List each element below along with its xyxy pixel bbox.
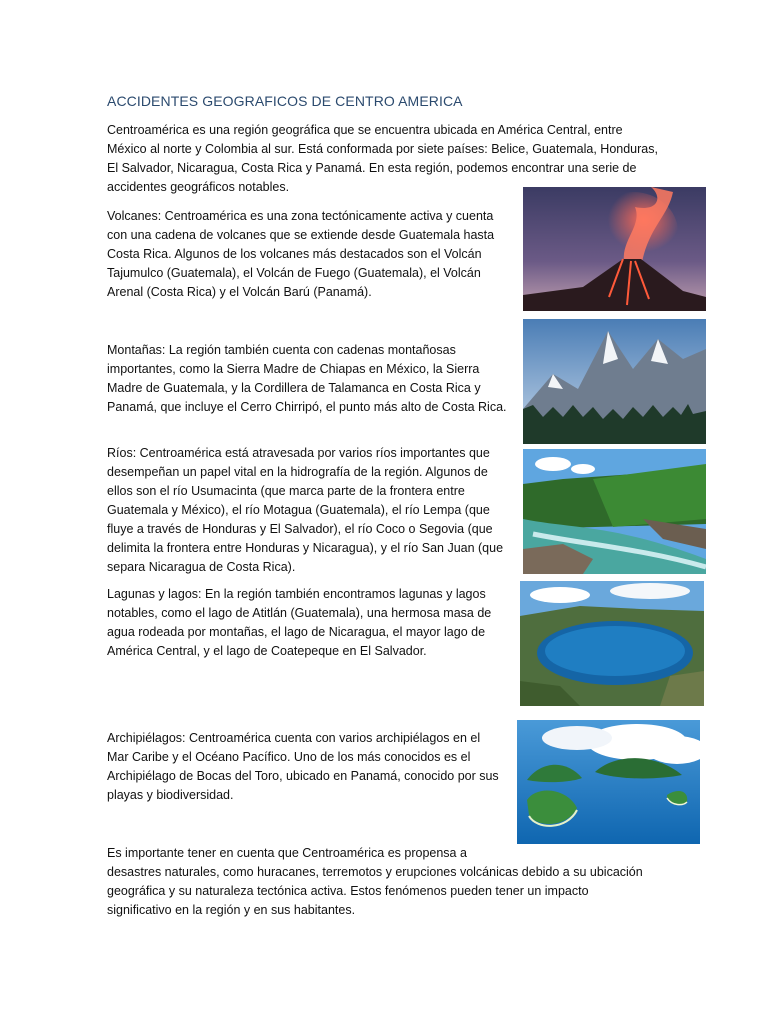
archipielagos-line: playas y biodiversidad. bbox=[107, 788, 234, 802]
rios-line: delimita la frontera entre Honduras y Nicaragua), y el río San Juan (que bbox=[107, 541, 504, 555]
lagos-line: notables, como el lago de Atitlán (Guatemala), una hermosa masa de bbox=[107, 606, 492, 620]
intro-line: Centroamérica es una región geográfica que se encuentra ubicada en América Central, entre bbox=[107, 123, 623, 137]
volcanes-line: Costa Rica. Algunos de los volcanes más destacados son el Volcán bbox=[107, 247, 482, 261]
volcanes-line: Arenal (Costa Rica) y el Volcán Barú (Panamá). bbox=[107, 285, 372, 299]
rios-line: Guatemala y México), el río Motagua (Guatemala), el río Lempa (que bbox=[107, 503, 490, 517]
islands-photo bbox=[517, 720, 700, 844]
page-title: ACCIDENTES GEOGRAFICOS DE CENTRO AMERICA bbox=[107, 93, 463, 109]
conclusion-line: desastres naturales, como huracanes, terremotos y erupciones volcánicas debido a su ubicación bbox=[107, 865, 643, 879]
volcanes-paragraph bbox=[107, 207, 494, 302]
conclusion-paragraph bbox=[107, 844, 643, 920]
lagos-line: agua rodeada por montañas, el lago de Nicaragua, el mayor lago de bbox=[107, 625, 486, 639]
montanas-line: Montañas: La región también cuenta con cadenas montañosas bbox=[107, 343, 456, 357]
archipielagos-line: Mar Caribe y el Océano Pacífico. Uno de los más conocidos es el bbox=[107, 750, 471, 764]
intro-line: El Salvador, Nicaragua, Costa Rica y Panamá. En esta región, podemos encontrar una serie de bbox=[107, 161, 637, 175]
montanas-line: Panamá, que incluye el Cerro Chirripó, el punto más alto de Costa Rica. bbox=[107, 400, 507, 414]
rios-paragraph bbox=[107, 444, 503, 577]
archipielagos-line: Archipiélagos: Centroamérica cuenta con varios archipiélagos en el bbox=[107, 731, 481, 745]
lagos-paragraph bbox=[107, 585, 491, 661]
conclusion-line: significativo en la región y en sus habitantes. bbox=[107, 903, 356, 917]
river-photo bbox=[523, 449, 706, 574]
volcano-photo bbox=[523, 187, 706, 311]
rios-line: ellos son el río Usumacinta (que marca parte de la frontera entre bbox=[107, 484, 465, 498]
montanas-line: importantes, como la Sierra Madre de Chiapas en México, la Sierra bbox=[107, 362, 480, 376]
montanas-paragraph bbox=[107, 341, 507, 417]
montanas-line: Madre de Guatemala, y la Cordillera de Talamanca en Costa Rica y bbox=[107, 381, 481, 395]
lake-photo bbox=[520, 581, 704, 706]
conclusion-line: geográfica y su naturaleza tectónica activa. Estos fenómenos pueden tener un impacto bbox=[107, 884, 589, 898]
archipielagos-line: Archipiélago de Bocas del Toro, ubicado en Panamá, conocido por sus bbox=[107, 769, 499, 783]
volcanes-line: Volcanes: Centroamérica es una zona tectónicamente activa y cuenta bbox=[107, 209, 494, 223]
intro-line: accidentes geográficos notables. bbox=[107, 180, 290, 194]
rios-line: separa Nicaragua de Costa Rica). bbox=[107, 560, 296, 574]
volcanes-line: Tajumulco (Guatemala), el Volcán de Fuego (Guatemala), el Volcán bbox=[107, 266, 481, 280]
conclusion-line: Es importante tener en cuenta que Centroamérica es propensa a bbox=[107, 846, 467, 860]
rios-line: Ríos: Centroamérica está atravesada por varios ríos importantes que bbox=[107, 446, 490, 460]
lagos-line: Lagunas y lagos: En la región también encontramos lagunas y lagos bbox=[107, 587, 486, 601]
mountains-photo bbox=[523, 319, 706, 444]
lagos-line: América Central, y el lago de Coatepeque en El Salvador. bbox=[107, 644, 427, 658]
rios-line: fluye a través de Honduras y El Salvador), el río Coco o Segovia (que bbox=[107, 522, 493, 536]
volcanes-line: con una cadena de volcanes que se extiende desde Guatemala hasta bbox=[107, 228, 495, 242]
intro-line: México al norte y Colombia al sur. Está conformada por siete países: Belice, Guatemala, Honduras, bbox=[107, 142, 658, 156]
archipielagos-paragraph bbox=[107, 729, 499, 805]
rios-line: desempeñan un papel vital en la hidrografía de la región. Algunos de bbox=[107, 465, 488, 479]
intro-paragraph bbox=[107, 121, 658, 197]
